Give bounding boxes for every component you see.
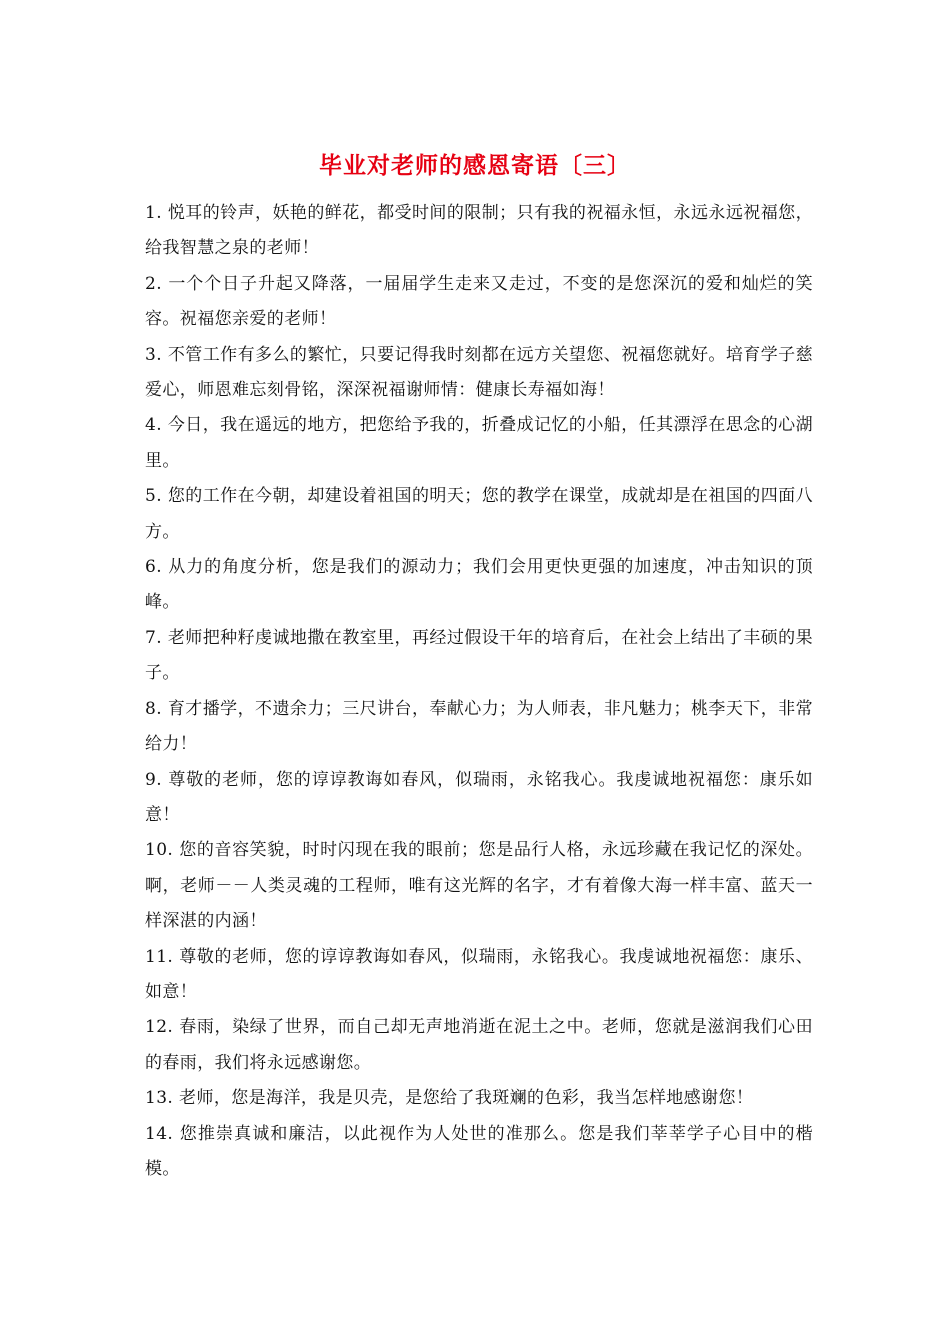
list-item: 14. 您推崇真诚和廉洁，以此视作为人处世的准那么。您是我们莘莘学子心目中的楷模。 — [145, 1123, 813, 1179]
document-title: 毕业对老师的感恩寄语〔三〕 — [319, 152, 631, 179]
list-item: 2. 一个个日子升起又降落，一届届学生走来又走过，不变的是您深沉的爱和灿烂的笑容。祝福您亲爱的老师！ — [145, 273, 813, 330]
list-item: 11. 尊敬的老师，您的谆谆教诲如春风，似瑞雨，永铭我心。我虔诚地祝福您：康乐、如意！ — [145, 946, 813, 1002]
wish-list — [145, 196, 813, 1187]
list-item: 5. 您的工作在今朝，却建设着祖国的明天；您的教学在课堂，成就却是在祖国的四面八方。 — [145, 486, 813, 542]
list-item: 6. 从力的角度分析，您是我们的源动力；我们会用更快更强的加速度，冲击知识的顶峰。 — [145, 557, 813, 613]
list-item: 3. 不管工作有多么的繁忙，只要记得我时刻都在远方关望您、祝福您就好。培育学子慈爱心，师恩难忘刻骨铭，深深祝福谢师情：健康长寿福如海！ — [145, 344, 813, 401]
list-item: 1. 悦耳的铃声，妖艳的鲜花，都受时间的限制；只有我的祝福永恒，永远永远祝福您，给我智慧之泉的老师！ — [145, 203, 813, 259]
list-item: 7. 老师把种籽虔诚地撒在教室里，再经过假设干年的培育后，在社会上结出了丰硕的果子。 — [145, 627, 813, 684]
list-item: 10. 您的音容笑貌，时时闪现在我的眼前；您是品行人格，永远珍藏在我记忆的深处。啊，老师－－人类灵魂的工程师，唯有这光辉的名字，才有着像大海一样丰富、蓝天一样深湛的内涵！ — [145, 840, 813, 932]
list-item: 8. 育才播学，不遗余力；三尺讲台，奉献心力；为人师表，非凡魅力；桃李天下，非常给力！ — [145, 698, 813, 755]
list-item: 4. 今日，我在遥远的地方，把您给予我的，折叠成记忆的小船，任其漂浮在思念的心湖里。 — [145, 415, 813, 471]
list-item: 13. 老师，您是海洋，我是贝壳，是您给了我斑斓的色彩，我当怎样地感谢您！ — [145, 1088, 754, 1109]
list-item: 9. 尊敬的老师，您的谆谆教诲如春风，似瑞雨，永铭我心。我虔诚地祝福您：康乐如意！ — [145, 769, 813, 825]
list-item: 12. 春雨，染绿了世界，而自己却无声地消逝在泥土之中。老师，您就是滋润我们心田的春雨，我们将永远感谢您。 — [145, 1017, 813, 1073]
